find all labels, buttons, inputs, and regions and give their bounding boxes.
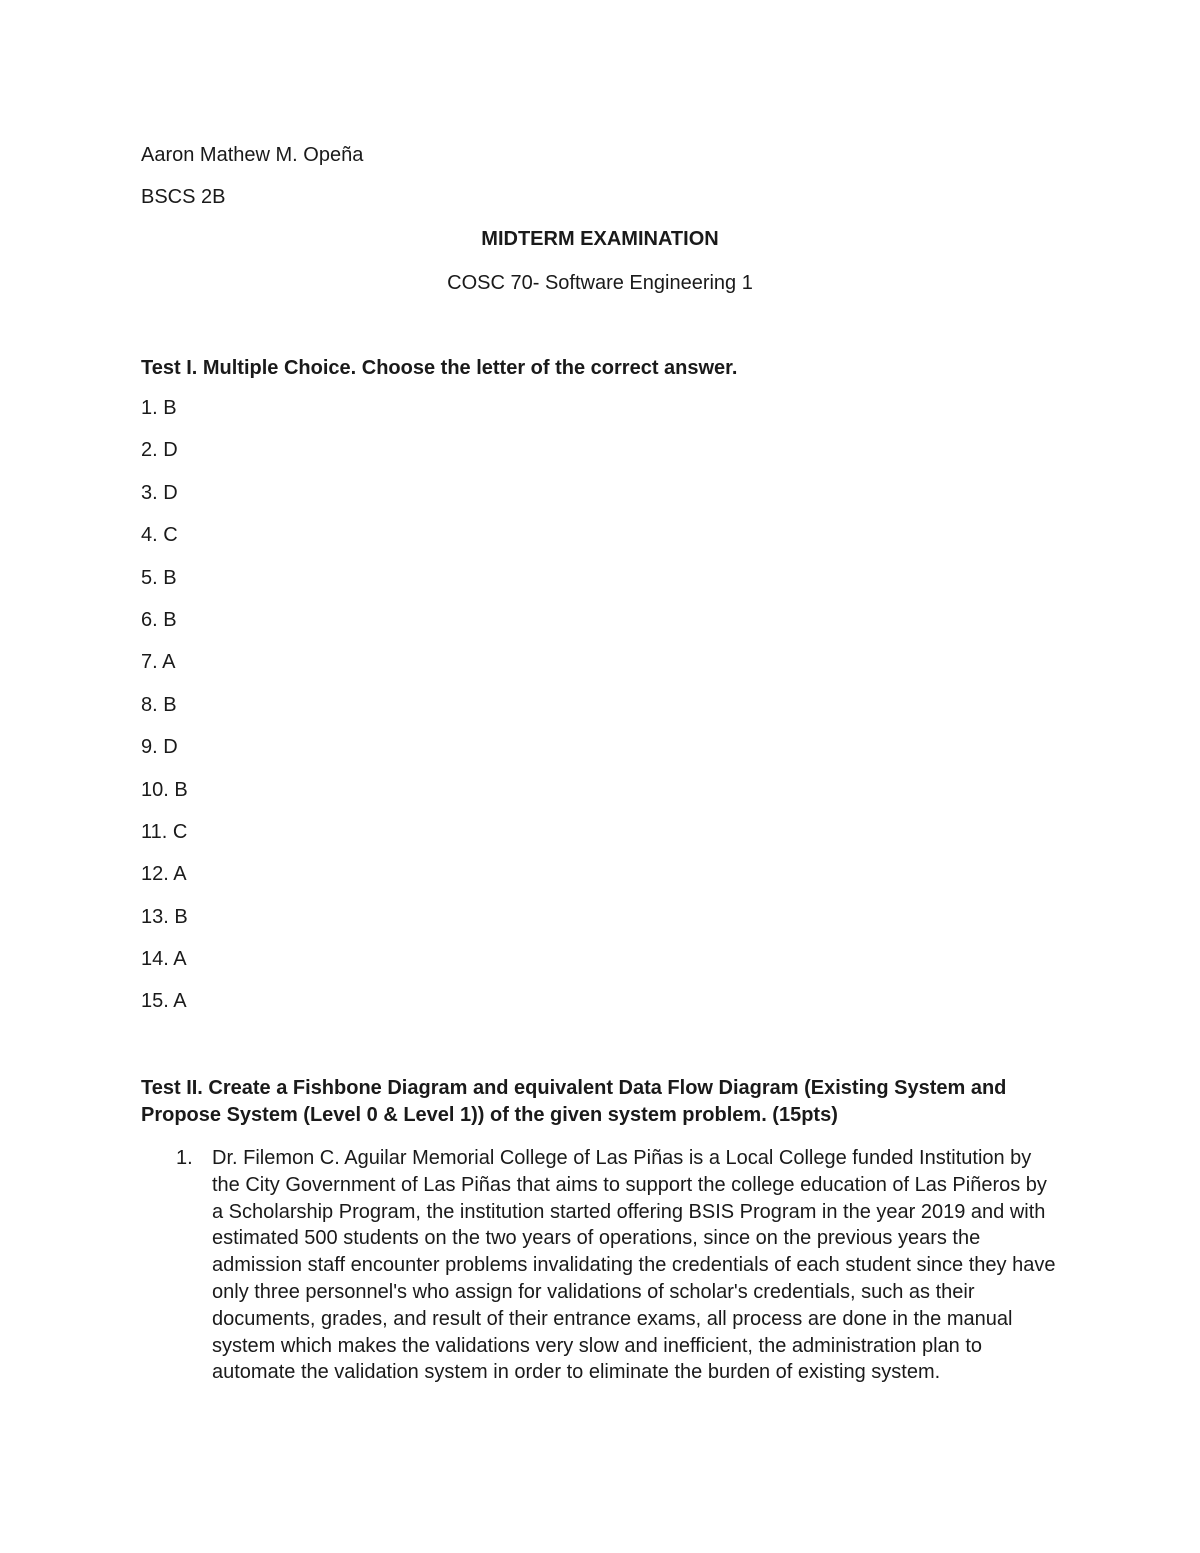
answer-item: 7. A (141, 651, 176, 674)
student-name: Aaron Mathew M. Opeña (141, 144, 364, 166)
exam-title: MIDTERM EXAMINATION (481, 228, 719, 250)
problem-number: 1. (176, 1147, 193, 1169)
course-title: COSC 70- Software Engineering 1 (447, 272, 753, 294)
answer-item: 9. D (141, 736, 178, 759)
problem-text: Dr. Filemon C. Aguilar Memorial College of Las Piñas is a Local College funded Institution by the City Government of Las Piñas that aims to support the college education of Las Piñeros by a Scholarship Program, the institution started offering BSIS Program in the year 2019 and with estimated 500 students on the two years of operations, since on the previous years the admission staff encounter problems invalidating the credentials of each student since they have only three personnel's who assign for validations of scholar's credentials, such as their documents, grades, and result of their entrance exams, all process are done in the manual system which makes the validations very slow and inefficient, the administration plan to automate the validation system in order to eliminate the burden of existing system. (212, 1147, 1056, 1384)
answer-item: 15. A (141, 990, 187, 1013)
test1-heading: Test I. Multiple Choice. Choose the letter of the correct answer. (141, 357, 738, 379)
answer-item: 12. A (141, 863, 187, 886)
answer-item: 10. B (141, 778, 188, 801)
answer-item: 3. D (141, 481, 178, 504)
answer-item: 2. D (141, 439, 178, 462)
answer-item: 4. C (141, 524, 178, 547)
answer-list (141, 396, 188, 1032)
student-section: BSCS 2B (141, 186, 226, 208)
test2-heading: Test II. Create a Fishbone Diagram and equivalent Data Flow Diagram (Existing System and Propose System (Level 0 & Level 1)) of the given system problem. (15pts) (141, 1077, 1007, 1126)
answer-item: 5. B (141, 566, 177, 589)
answer-item: 8. B (141, 693, 177, 716)
answer-item: 11. C (141, 820, 188, 843)
answer-item: 14. A (141, 948, 187, 971)
answer-item: 6. B (141, 608, 177, 631)
answer-item: 13. B (141, 905, 188, 928)
answer-item: 1. B (141, 397, 177, 419)
